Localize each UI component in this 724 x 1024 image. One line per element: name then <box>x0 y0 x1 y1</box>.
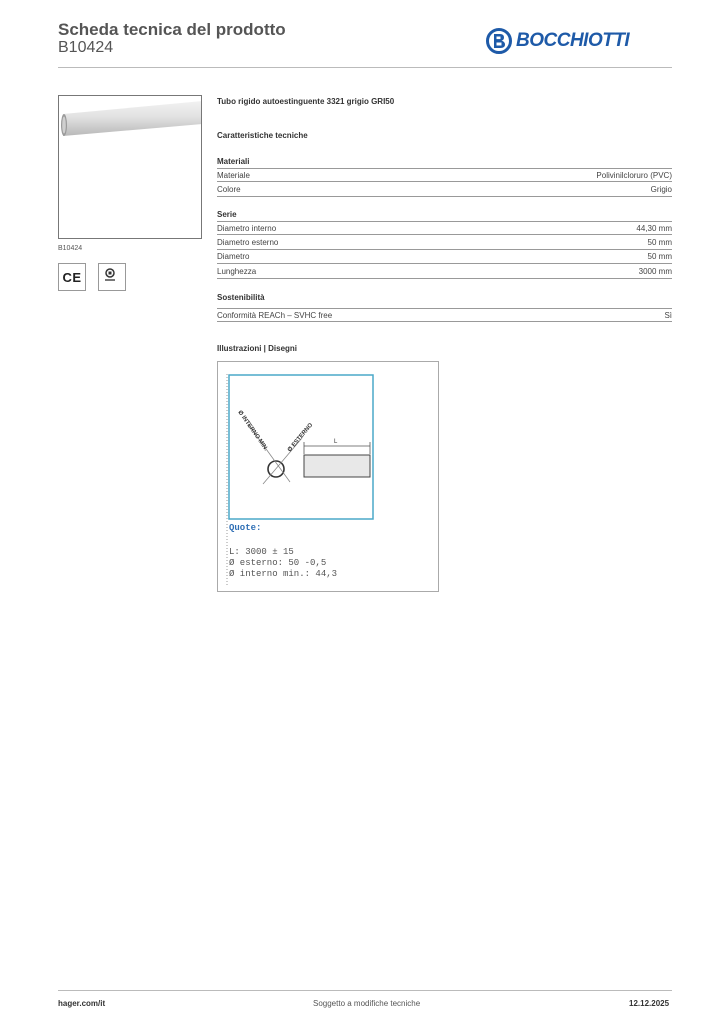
product-image <box>58 95 202 239</box>
spec-row <box>217 168 672 182</box>
image-caption: B10424 <box>58 245 83 252</box>
spec-value: Sì <box>664 310 672 320</box>
illustrations-title: Illustrazioni | Disegni <box>217 344 298 353</box>
product-name: Tubo rigido autoestinguente 3321 grigio GRI50 <box>217 97 395 106</box>
quote-line: L: 3000 ± 15 <box>229 547 294 557</box>
outer-diameter-label: Ø ESTERNO <box>286 422 315 454</box>
page-title: Scheda tecnica del prodotto <box>58 20 286 39</box>
ce-mark-icon: CE <box>58 263 86 291</box>
bocchiotti-logo-icon <box>486 28 512 54</box>
spec-row <box>217 183 672 197</box>
spec-value: 50 mm <box>647 252 672 261</box>
section-title: Caratteristiche tecniche <box>217 131 308 140</box>
spec-row <box>217 250 672 264</box>
group-label-serie: Serie <box>217 210 237 219</box>
spec-name: Diametro esterno <box>217 238 279 247</box>
inner-diameter-label: Ø INTERNO MIN. <box>236 409 269 453</box>
spec-row <box>217 236 672 250</box>
brand-name: BOCCHIOTTI <box>516 30 630 51</box>
spec-name: Colore <box>217 185 241 194</box>
quote-title: Quote: <box>229 523 262 533</box>
spec-value: Grigio <box>650 185 672 194</box>
footer-divider <box>58 990 672 991</box>
dimension-drawing <box>218 362 440 593</box>
footer-date: 12.12.2025 <box>629 999 670 1008</box>
spec-row <box>217 265 672 279</box>
spec-row <box>217 308 672 322</box>
spec-value: 3000 mm <box>638 267 672 276</box>
spec-name: Materiale <box>217 170 250 180</box>
pipe-image <box>59 96 202 239</box>
footer-note: Soggetto a modifiche tecniche <box>313 999 421 1008</box>
spec-value: 50 mm <box>647 238 672 247</box>
spec-name: Diametro <box>217 252 250 261</box>
quote-line: Ø interno min.: 44,3 <box>229 569 338 579</box>
group-label-materiali: Materiali <box>217 157 250 166</box>
spec-name: Conformità REACh – SVHC free <box>217 310 333 320</box>
group-label-sostenibilita: Sostenibilità <box>217 293 265 302</box>
spec-value: Polivinilcloruro (PVC) <box>596 170 672 180</box>
footer-website[interactable]: hager.com/it <box>58 999 106 1008</box>
spec-name: Diametro interno <box>217 223 277 233</box>
spec-value: 44,30 mm <box>636 223 672 233</box>
length-label: L <box>334 439 338 445</box>
product-code: B10424 <box>58 39 114 56</box>
certification-mark-icon <box>98 263 126 291</box>
technical-drawing <box>217 361 439 592</box>
quote-line: Ø esterno: 50 -0,5 <box>229 558 327 568</box>
spec-row <box>217 221 672 235</box>
spec-name: Lunghezza <box>217 267 257 276</box>
header-divider <box>58 67 672 68</box>
bocchiotti-logo <box>486 28 629 54</box>
